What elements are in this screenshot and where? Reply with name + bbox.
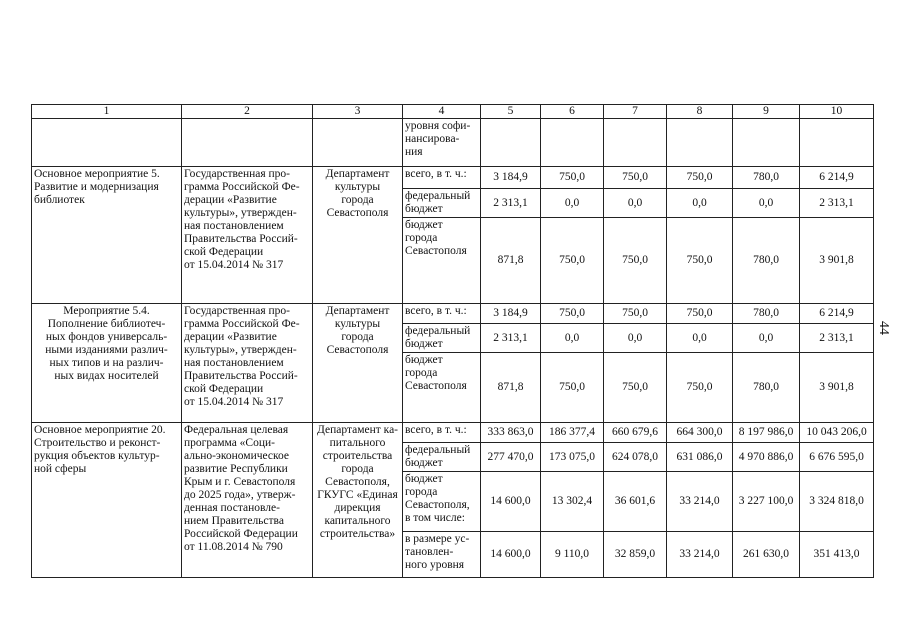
- page-number: 44: [876, 321, 891, 335]
- value-cell: 0,0: [733, 324, 800, 353]
- value-cell: 750,0: [667, 353, 733, 423]
- funding-source-label: бюджет города Севастополя: [403, 218, 481, 304]
- header-cell: 2: [182, 105, 313, 119]
- program-basis: Государственная про- грамма Российской Фе- дерации «Развитие культуры», утвержден- ная постановлением Правительства Россий- ской Федерации от 15.04.2014 № 317: [182, 167, 313, 304]
- funding-source-label: в размере ус- тановлен- ного уровня: [403, 532, 481, 578]
- table-row: [32, 119, 874, 167]
- value-cell: 3 184,9: [481, 304, 541, 324]
- value-cell: 6 214,9: [800, 304, 874, 324]
- value-cell: 32 859,0: [604, 532, 667, 578]
- value-cell: 3 901,8: [800, 218, 874, 304]
- value-cell: 871,8: [481, 218, 541, 304]
- value-cell: 750,0: [541, 304, 604, 324]
- value-cell: 624 078,0: [604, 443, 667, 472]
- value-cell: 750,0: [667, 167, 733, 189]
- value-cell: 3 901,8: [800, 353, 874, 423]
- executor: Департамент культуры города Севастополя: [313, 167, 403, 304]
- funding-source-label: федеральный бюджет: [403, 443, 481, 472]
- value-cell: 261 630,0: [733, 532, 800, 578]
- value-cell: 750,0: [541, 353, 604, 423]
- value-cell: 2 313,1: [800, 324, 874, 353]
- funding-source-label: всего, в т. ч.:: [403, 423, 481, 443]
- value-cell: 10 043 206,0: [800, 423, 874, 443]
- table-row: [32, 304, 874, 324]
- value-cell: 750,0: [667, 304, 733, 324]
- header-cell: 4: [403, 105, 481, 119]
- value-cell: 0,0: [667, 324, 733, 353]
- executor: Департамент ка- питального строительства города Севастополя, ГКУГС «Единая дирекция капитального строительства»: [313, 423, 403, 578]
- value-cell: 14 600,0: [481, 532, 541, 578]
- value-cell: 0,0: [541, 189, 604, 218]
- funding-source-label: уровня софи- нансирова- ния: [403, 119, 481, 167]
- value-cell: 750,0: [541, 167, 604, 189]
- value-cell: 631 086,0: [667, 443, 733, 472]
- program-basis: Федеральная целевая программа «Соци- ально-экономическое развитие Республики Крым и г. Севастополя до 2025 года», утверж- денная постановле- нием Правительства Российской Федерации от 11.08.2014 № 790: [182, 423, 313, 578]
- value-cell: 351 413,0: [800, 532, 874, 578]
- value-cell: 780,0: [733, 353, 800, 423]
- value-cell: 2 313,1: [800, 189, 874, 218]
- funding-source-label: всего, в т. ч.:: [403, 304, 481, 324]
- header-cell: 1: [32, 105, 182, 119]
- value-cell: 36 601,6: [604, 472, 667, 532]
- table-row: [32, 167, 874, 189]
- value-cell: 0,0: [541, 324, 604, 353]
- executor: Департамент культуры города Севастополя: [313, 304, 403, 423]
- value-cell: 173 075,0: [541, 443, 604, 472]
- value-cell: 780,0: [733, 167, 800, 189]
- value-cell: 871,8: [481, 353, 541, 423]
- header-cell: 6: [541, 105, 604, 119]
- funding-source-label: федеральный бюджет: [403, 324, 481, 353]
- activity-name: Основное мероприятие 5. Развитие и модернизация библиотек: [32, 167, 182, 304]
- value-cell: 4 970 886,0: [733, 443, 800, 472]
- budget-table: [31, 104, 874, 578]
- value-cell: 750,0: [604, 353, 667, 423]
- value-cell: 3 227 100,0: [733, 472, 800, 532]
- value-cell: 33 214,0: [667, 532, 733, 578]
- header-cell: 9: [733, 105, 800, 119]
- value-cell: 2 313,1: [481, 189, 541, 218]
- funding-source-label: всего, в т. ч.:: [403, 167, 481, 189]
- header-row: [32, 105, 874, 119]
- value-cell: 0,0: [604, 324, 667, 353]
- header-cell: 10: [800, 105, 874, 119]
- value-cell: 9 110,0: [541, 532, 604, 578]
- value-cell: 664 300,0: [667, 423, 733, 443]
- value-cell: 0,0: [604, 189, 667, 218]
- header-cell: 3: [313, 105, 403, 119]
- value-cell: 13 302,4: [541, 472, 604, 532]
- value-cell: 8 197 986,0: [733, 423, 800, 443]
- program-basis: Государственная про- грамма Российской Фе- дерации «Развитие культуры», утвержден- ная постановлением Правительства Россий- ской Федерации от 15.04.2014 № 317: [182, 304, 313, 423]
- value-cell: 186 377,4: [541, 423, 604, 443]
- value-cell: 780,0: [733, 218, 800, 304]
- value-cell: 6 214,9: [800, 167, 874, 189]
- funding-source-label: бюджет города Севастополя: [403, 353, 481, 423]
- value-cell: 750,0: [604, 218, 667, 304]
- value-cell: 0,0: [667, 189, 733, 218]
- value-cell: 3 324 818,0: [800, 472, 874, 532]
- table-row: [32, 423, 874, 443]
- funding-source-label: бюджет города Севастополя, в том числе:: [403, 472, 481, 532]
- value-cell: 750,0: [604, 304, 667, 324]
- value-cell: 3 184,9: [481, 167, 541, 189]
- value-cell: 750,0: [667, 218, 733, 304]
- header-cell: 8: [667, 105, 733, 119]
- funding-source-label: федеральный бюджет: [403, 189, 481, 218]
- value-cell: 6 676 595,0: [800, 443, 874, 472]
- value-cell: 14 600,0: [481, 472, 541, 532]
- header-cell: 7: [604, 105, 667, 119]
- value-cell: 333 863,0: [481, 423, 541, 443]
- value-cell: 780,0: [733, 304, 800, 324]
- value-cell: 750,0: [604, 167, 667, 189]
- value-cell: 2 313,1: [481, 324, 541, 353]
- value-cell: 277 470,0: [481, 443, 541, 472]
- value-cell: 660 679,6: [604, 423, 667, 443]
- activity-name: Основное мероприятие 20. Строительство и реконст- рукция объектов культур- ной сферы: [32, 423, 182, 578]
- value-cell: 750,0: [541, 218, 604, 304]
- header-cell: 5: [481, 105, 541, 119]
- value-cell: 0,0: [733, 189, 800, 218]
- activity-name: Мероприятие 5.4. Пополнение библиотеч- ных фондов универсаль- ными изданиями различ- ных типов и на различ- ных видах носителей: [32, 304, 182, 423]
- value-cell: 33 214,0: [667, 472, 733, 532]
